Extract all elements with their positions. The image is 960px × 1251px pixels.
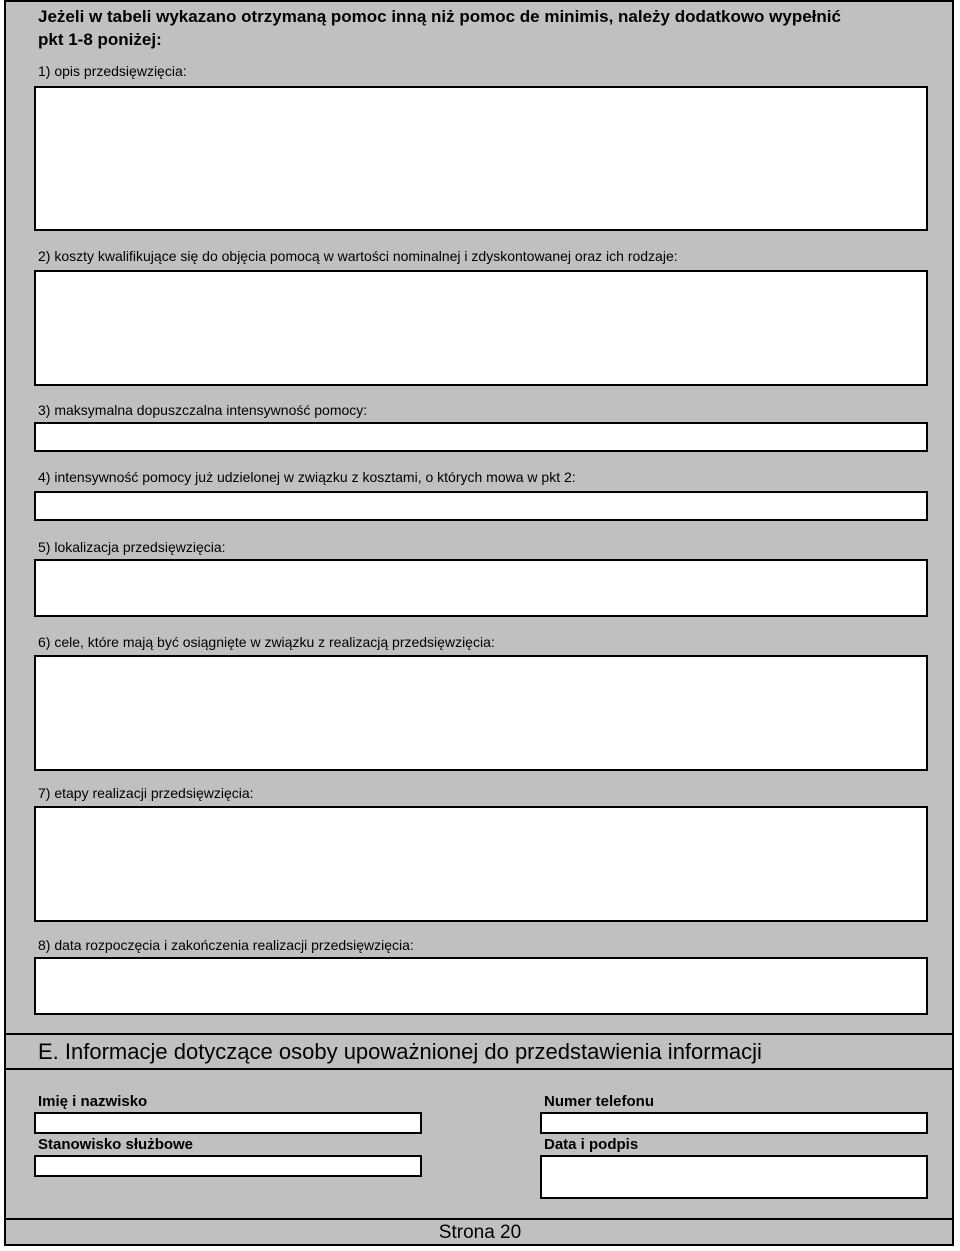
item-2-label: 2) koszty kwalifikujące się do objęcia pomocą w wartości nominalnej i zdyskontowanej oraz ich rodzaje: bbox=[38, 248, 678, 264]
intro-line-1: Jeżeli w tabeli wykazano otrzymaną pomoc inną niż pomoc de minimis, należy dodatkowo wypełnić bbox=[38, 7, 841, 26]
page-number: Strona 20 bbox=[438, 1222, 522, 1243]
intro-instruction bbox=[38, 5, 938, 51]
item-1-field[interactable] bbox=[34, 86, 928, 231]
intro-line-2: pkt 1-8 poniżej: bbox=[38, 30, 162, 49]
section-e-top-rule bbox=[4, 1033, 954, 1035]
item-4-field[interactable] bbox=[34, 491, 928, 521]
name-field[interactable] bbox=[34, 1112, 422, 1134]
item-8-label: 8) data rozpoczęcia i zakończenia realizacji przedsięwzięcia: bbox=[38, 937, 414, 953]
name-label: Imię i nazwisko bbox=[38, 1093, 148, 1110]
item-1-label: 1) opis przedsięwzięcia: bbox=[38, 63, 187, 79]
section-e-bottom-rule bbox=[4, 1068, 954, 1070]
item-5-label: 5) lokalizacja przedsięwzięcia: bbox=[38, 539, 226, 555]
item-7-label: 7) etapy realizacji przedsięwzięcia: bbox=[38, 785, 254, 801]
footer-rule bbox=[4, 1218, 954, 1220]
date-sign-label: Data i podpis bbox=[544, 1136, 639, 1153]
item-4-label: 4) intensywność pomocy już udzielonej w związku z kosztami, o których mowa w pkt 2: bbox=[38, 469, 576, 485]
phone-field[interactable] bbox=[540, 1112, 928, 1134]
item-7-field[interactable] bbox=[34, 806, 928, 922]
item-6-label: 6) cele, które mają być osiągnięte w związku z realizacją przedsięwzięcia: bbox=[38, 634, 495, 650]
item-3-field[interactable] bbox=[34, 422, 928, 452]
position-field[interactable] bbox=[34, 1155, 422, 1177]
item-5-field[interactable] bbox=[34, 559, 928, 617]
item-2-field[interactable] bbox=[34, 270, 928, 386]
item-8-field[interactable] bbox=[34, 957, 928, 1015]
item-6-field[interactable] bbox=[34, 655, 928, 771]
item-3-label: 3) maksymalna dopuszczalna intensywność pomocy: bbox=[38, 402, 368, 418]
section-e-title: E. Informacje dotyczące osoby upoważnionej do przedstawienia informacji bbox=[38, 1039, 762, 1064]
position-label: Stanowisko służbowe bbox=[38, 1136, 194, 1153]
date-sign-field[interactable] bbox=[540, 1155, 928, 1199]
phone-label: Numer telefonu bbox=[544, 1093, 655, 1110]
